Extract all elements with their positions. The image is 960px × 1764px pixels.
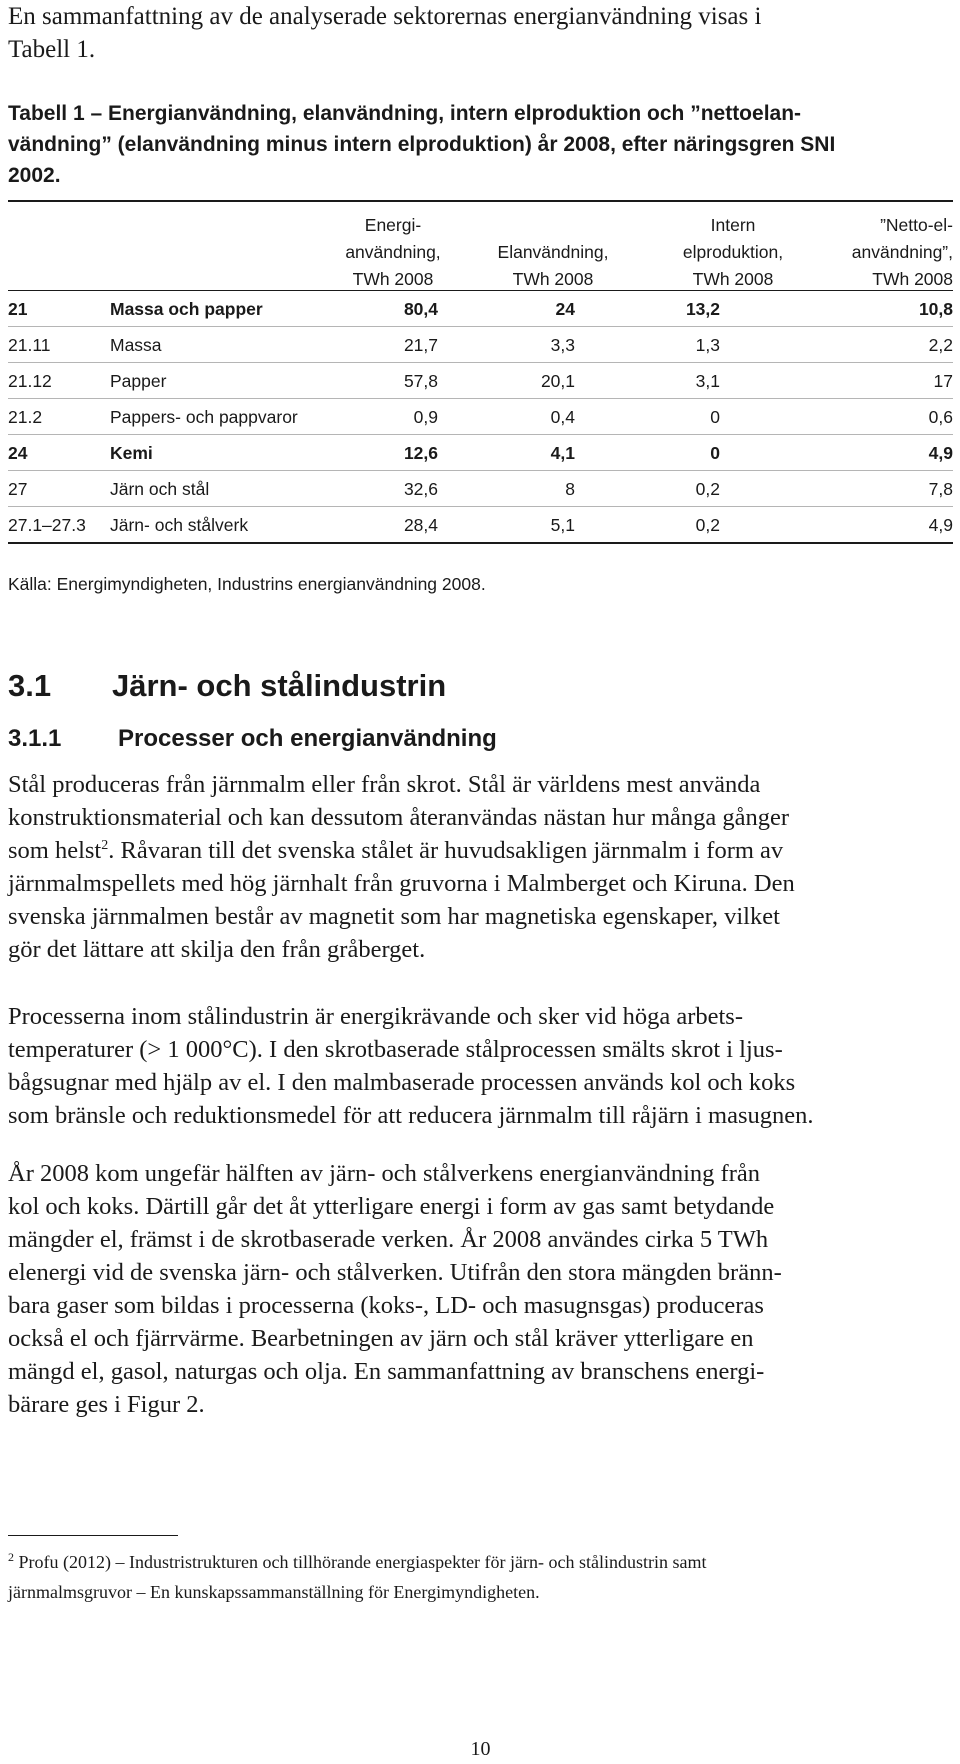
- section-heading: [8, 668, 446, 704]
- row-value: 3,1: [695, 371, 720, 391]
- row-value: 0,9: [413, 407, 438, 427]
- row-value: 20,1: [540, 371, 575, 391]
- table-row: [8, 435, 953, 471]
- row-value: 7,8: [928, 479, 953, 499]
- row-sector-name: Kemi: [110, 443, 153, 463]
- table-row: [8, 291, 953, 327]
- row-value: 21,7: [403, 335, 438, 355]
- page-number: 10: [470, 1738, 491, 1760]
- subsection-number: 3.1.1: [8, 725, 62, 752]
- intro-line: En sammanfattning av de analyserade sektorernas energianvändning visas i: [8, 3, 762, 30]
- para-line: gör det lättare att skilja den från gråberget.: [8, 936, 426, 963]
- row-value: 0,4: [550, 407, 575, 427]
- row-sector-name: Järn och stål: [110, 479, 210, 499]
- para-line: som bränsle och reduktionsmedel för att reducera järnmalm till råjärn i masugnen.: [8, 1102, 814, 1129]
- para-line: svenska järnmalmen består av magnetit som har magnetiska egenskaper, vilket: [8, 903, 780, 930]
- table-row: [8, 363, 953, 399]
- table-body: [8, 291, 953, 544]
- subsection-title: Processer och energianvändning: [118, 725, 497, 752]
- para-line: mängder el, främst i de skrotbaserade verken. År 2008 användes cirka 5 TWh: [8, 1226, 769, 1253]
- caption-line: vändning” (elanvändning minus intern elproduktion) år 2008, efter näringsgren SNI: [8, 133, 836, 156]
- row-value: 2,2: [928, 335, 953, 355]
- table-row: [8, 507, 953, 544]
- para-line: som helst$^2$. Råvaran till det svenska stålet är huvudsakligen järnmalm i form av: [8, 837, 784, 864]
- row-value: 4,9: [928, 515, 953, 535]
- row-value: 24: [555, 299, 575, 319]
- footnote-ref: 2: [101, 837, 109, 853]
- intro-line: Tabell 1.: [8, 36, 96, 63]
- row-value: 0,2: [695, 479, 720, 499]
- para-line: elenergi vid de svenska järn- och stålverken. Utifrån den stora mängden bränn-: [8, 1259, 782, 1286]
- row-code: 27: [8, 479, 28, 499]
- row-value: 80,4: [403, 299, 438, 319]
- para-line: Processerna inom stålindustrin är energikrävande och sker vid höga arbets-: [8, 1003, 743, 1030]
- table-row: [8, 471, 953, 507]
- footnote-number: 2: [8, 1550, 14, 1564]
- table-row: [8, 399, 953, 435]
- row-value: 32,6: [403, 479, 438, 499]
- para-line: Stål produceras från järnmalm eller från skrot. Stål är världens mest använda: [8, 771, 761, 798]
- row-code: 24: [8, 443, 28, 463]
- row-sector-name: Järn- och stålverk: [110, 515, 249, 535]
- table-caption: [8, 98, 953, 191]
- row-code: 27.1–27.3: [8, 515, 86, 535]
- para-line: bågsugnar med hjälp av el. I den malmbaserade processen används kol och koks: [8, 1069, 796, 1096]
- row-value: 1,3: [695, 335, 720, 355]
- row-value: 0,6: [928, 407, 953, 427]
- row-code: 21.2: [8, 407, 43, 427]
- energy-table: [8, 200, 953, 544]
- row-value: 4,9: [928, 443, 953, 463]
- paragraph-2: [8, 1000, 953, 1132]
- intro-text: [8, 0, 908, 66]
- section-number: 3.1: [8, 668, 52, 703]
- para-line: bärare ges i Figur 2.: [8, 1391, 205, 1418]
- footnote-rule: [8, 1535, 178, 1536]
- row-code: 21: [8, 299, 28, 319]
- para-line: konstruktionsmaterial och kan dessutom återanvändas nästan hur många gånger: [8, 804, 790, 831]
- header-elanvandning: Elanvändning, TWh 2008: [497, 242, 609, 289]
- paragraph-1: [8, 768, 953, 966]
- row-sector-name: Massa och papper: [110, 299, 263, 319]
- row-value: 28,4: [403, 515, 438, 535]
- row-value: 3,3: [550, 335, 575, 355]
- caption-line: 2002.: [8, 164, 61, 187]
- row-value: 4,1: [550, 443, 575, 463]
- row-sector-name: Massa: [110, 335, 162, 355]
- para-line: också el och fjärrvärme. Bearbetningen av järn och stål kräver ytterligare en: [8, 1325, 754, 1352]
- section-title: Järn- och stålindustrin: [112, 668, 447, 703]
- row-value: 17: [933, 371, 953, 391]
- row-value: 0: [710, 443, 720, 463]
- row-value: 13,2: [685, 299, 720, 319]
- row-value: 12,6: [403, 443, 438, 463]
- table-source: Källa: Energimyndigheten, Industrins energianvändning 2008.: [8, 574, 486, 594]
- para-line: bara gaser som bildas i processerna (koks-, LD- och masugnsgas) produceras: [8, 1292, 764, 1319]
- row-sector-name: Papper: [110, 371, 167, 391]
- subsection-heading: [8, 725, 497, 753]
- row-value: 5,1: [550, 515, 575, 535]
- para-line: mängd el, gasol, naturgas och olja. En sammanfattning av branschens energi-: [8, 1358, 765, 1385]
- para-line: järnmalmspellets med hög järnhalt från gruvorna i Malmberget och Kiruna. Den: [8, 870, 795, 897]
- row-value: 57,8: [403, 371, 438, 391]
- row-value: 0,2: [695, 515, 720, 535]
- table-row: [8, 327, 953, 363]
- table-header: [8, 202, 953, 290]
- para-line: År 2008 kom ungefär hälften av järn- och stålverkens energianvändning från: [8, 1160, 760, 1187]
- row-code: 21.11: [8, 335, 51, 355]
- row-value: 0: [710, 407, 720, 427]
- paragraph-3: [8, 1157, 953, 1421]
- footnote: $^2$ Profu (2012) – Industristrukturen och tillhörande energiaspekter för järn- och stålindustrin samt järnmalmsgruvor – En kunskapssammanställning för Energimyndigheten.: [8, 1550, 707, 1602]
- header-intern-elproduktion: Intern elproduktion, TWh 2008: [682, 215, 784, 289]
- caption-line: Tabell 1 – Energianvändning, elanvändning, intern elproduktion och ”nettoelan-: [8, 102, 802, 125]
- row-value: 10,8: [918, 299, 953, 319]
- header-energianvandning: Energi- användning, TWh 2008: [345, 215, 441, 289]
- para-line: temperaturer (> 1 000°C). I den skrotbaserade stålprocessen smälts skrot i ljus-: [8, 1036, 783, 1063]
- row-code: 21.12: [8, 371, 52, 391]
- row-sector-name: Pappers- och pappvaror: [110, 407, 298, 427]
- header-nettoelanvandning: ”Netto-el- användning”, TWh 2008: [851, 215, 953, 289]
- row-value: 8: [565, 479, 575, 499]
- para-line: kol och koks. Därtill går det åt ytterligare energi i form av gas samt betydande: [8, 1193, 775, 1220]
